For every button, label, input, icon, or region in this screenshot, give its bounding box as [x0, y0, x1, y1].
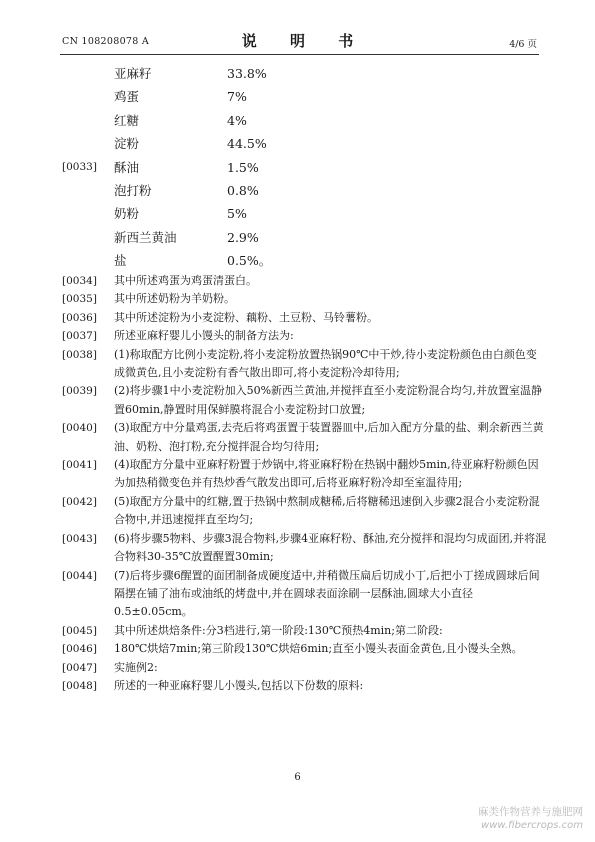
paragraph-text: 其中所述烘焙条件:分3档进行,第一阶段:130℃预热4min;第二阶段:	[114, 623, 443, 637]
paragraph-number: [0044]	[62, 569, 97, 582]
ingredient-row	[62, 226, 542, 249]
paragraph	[62, 622, 547, 640]
ingredient-row	[62, 156, 542, 179]
page-indicator: 4/6 页	[509, 39, 537, 50]
paragraph-number: [0037]	[62, 330, 97, 343]
paragraph-text: 其中所述鸡蛋为鸡蛋清蛋白。	[114, 274, 257, 287]
ingredient-percentage: 0.8%	[227, 182, 259, 198]
paragraph	[62, 640, 547, 658]
ingredient-name: 盐	[114, 253, 127, 269]
page-header	[0, 30, 595, 52]
paragraph-text: (7)后将步骤6醒置的面团制备成硬度适中,并稍微压扁后切成小丁,后把小丁搓成圆球后间隔摆在铺了油布或油纸的烤盘中,并在圆球表面涂刷一层酥油,圆球大小直径0.5±0.05cm。	[114, 568, 540, 619]
paragraph-number: [0047]	[62, 661, 97, 674]
paragraph-number: [0042]	[62, 495, 97, 508]
paragraph	[62, 659, 547, 677]
paragraph-number: [0048]	[62, 679, 97, 692]
ingredient-name: 新西兰黄油	[114, 229, 177, 245]
ingredient-name: 奶粉	[114, 206, 140, 222]
patent-number: CN 108208078 A	[62, 36, 150, 47]
paragraph	[62, 272, 547, 290]
header-divider	[60, 54, 539, 55]
document-title: 说 明 书	[241, 32, 368, 50]
paragraph	[62, 677, 547, 695]
paragraph-text: 其中所述奶粉为羊奶粉。	[114, 292, 235, 306]
ingredient-row	[62, 109, 542, 132]
page-number: 6	[294, 772, 301, 783]
paragraph-number: [0041]	[62, 459, 97, 472]
ingredient-row	[62, 202, 542, 225]
ingredient-row	[62, 179, 542, 202]
ingredient-name: 淀粉	[114, 136, 140, 152]
paragraph	[62, 456, 547, 493]
ingredient-percentage: 1.5%	[227, 159, 259, 175]
paragraph	[62, 530, 547, 567]
paragraph	[62, 290, 547, 308]
paragraph-number: [0043]	[62, 532, 97, 545]
paragraph	[62, 419, 547, 456]
paragraph-number: [0033]	[62, 160, 97, 173]
paragraph-number: [0035]	[62, 293, 97, 306]
ingredient-percentage: 4%	[227, 112, 247, 128]
ingredient-name: 泡打粉	[114, 182, 152, 198]
paragraph-number: [0045]	[62, 624, 97, 637]
ingredient-percentage: 0.5%。	[227, 253, 272, 269]
ingredient-percentage: 33.8%	[227, 66, 267, 81]
paragraph-number: [0040]	[62, 422, 97, 435]
paragraph-text: 其中所述淀粉为小麦淀粉、藕粉、土豆粉、马铃薯粉。	[114, 310, 378, 324]
paragraph-text: (4)取配方分量中亚麻籽粉置于炒锅中,将亚麻籽粉在热锅中翻炒5min,待亚麻籽粉颜色因为加热稍微变色并有热炒香气散发出即可,后将亚麻籽粉冷却至室温待用;	[114, 458, 539, 490]
paragraph	[62, 382, 547, 419]
ingredient-row	[62, 85, 542, 108]
paragraph	[62, 327, 547, 345]
watermark-url: www.fibercrops.com	[481, 820, 583, 831]
paragraph-text: 实施例2:	[114, 660, 158, 674]
ingredient-row	[62, 62, 542, 85]
paragraph-text: (2)将步骤1中小麦淀粉加入50%新西兰黄油,并搅拌直至小麦淀粉混合均匀,并放置室温静置60min,静置时用保鲜膜将混合小麦淀粉封口放置;	[114, 384, 543, 416]
ingredient-name: 鸡蛋	[114, 89, 140, 105]
ingredient-percentage: 2.9%	[227, 229, 259, 245]
ingredient-list	[62, 62, 542, 273]
paragraph	[62, 309, 547, 327]
paragraph-number: [0034]	[62, 275, 97, 287]
paragraph	[62, 493, 547, 530]
ingredient-name: 亚麻籽	[114, 66, 152, 81]
paragraph-number: [0046]	[62, 643, 97, 656]
watermark-site-name: 麻类作物营养与施肥网	[478, 806, 583, 818]
paragraph-text: 所述的一种亚麻籽婴儿小馒头,包括以下份数的原料:	[114, 678, 364, 692]
ingredient-percentage: 7%	[227, 89, 247, 105]
description-paragraphs	[62, 272, 547, 695]
ingredient-percentage: 44.5%	[227, 136, 267, 152]
paragraph-number: [0036]	[62, 311, 97, 324]
paragraph	[62, 567, 547, 622]
paragraph-number: [0038]	[62, 348, 97, 361]
ingredient-name: 红糖	[114, 112, 140, 128]
ingredient-row	[62, 249, 542, 272]
watermark	[478, 805, 583, 833]
ingredient-row	[62, 132, 542, 155]
paragraph-text: (6)将步骤5物料、步骤3混合物料,步骤4亚麻籽粉、酥油,充分搅拌和混均匀成面团,并将混合物料30-35℃放置醒置30min;	[114, 531, 547, 564]
paragraph-text: 所述亚麻籽婴儿小馒头的制备方法为:	[114, 329, 294, 343]
paragraph-text: (5)取配方分量中的红糖,置于热锅中熬制成糖稀,后将糖稀迅速倒入步骤2混合小麦淀粉混合物中,并迅速搅拌直至均匀;	[114, 494, 540, 527]
paragraph-text: (3)取配方中分量鸡蛋,去壳后将鸡蛋置于装置器皿中,后加入配方分量的盐、剩余新西兰黄油、奶粉、泡打粉,充分搅拌混合均匀待用;	[114, 421, 544, 453]
paragraph-text: 180℃烘焙7min;第三阶段130℃烘焙6min;直至小馒头表面金黄色,且小馒头全熟。	[114, 642, 523, 656]
paragraph-number: [0039]	[62, 385, 97, 398]
ingredient-name: 酥油	[114, 159, 140, 175]
paragraph-text: (1)称取配方比例小麦淀粉,将小麦淀粉放置热锅90℃中干炒,待小麦淀粉颜色由白颜色变成微黄色,且小麦淀粉有香气散出即可,将小麦淀粉冷却待用;	[114, 347, 537, 380]
ingredient-percentage: 5%	[227, 206, 247, 222]
paragraph	[62, 346, 547, 383]
